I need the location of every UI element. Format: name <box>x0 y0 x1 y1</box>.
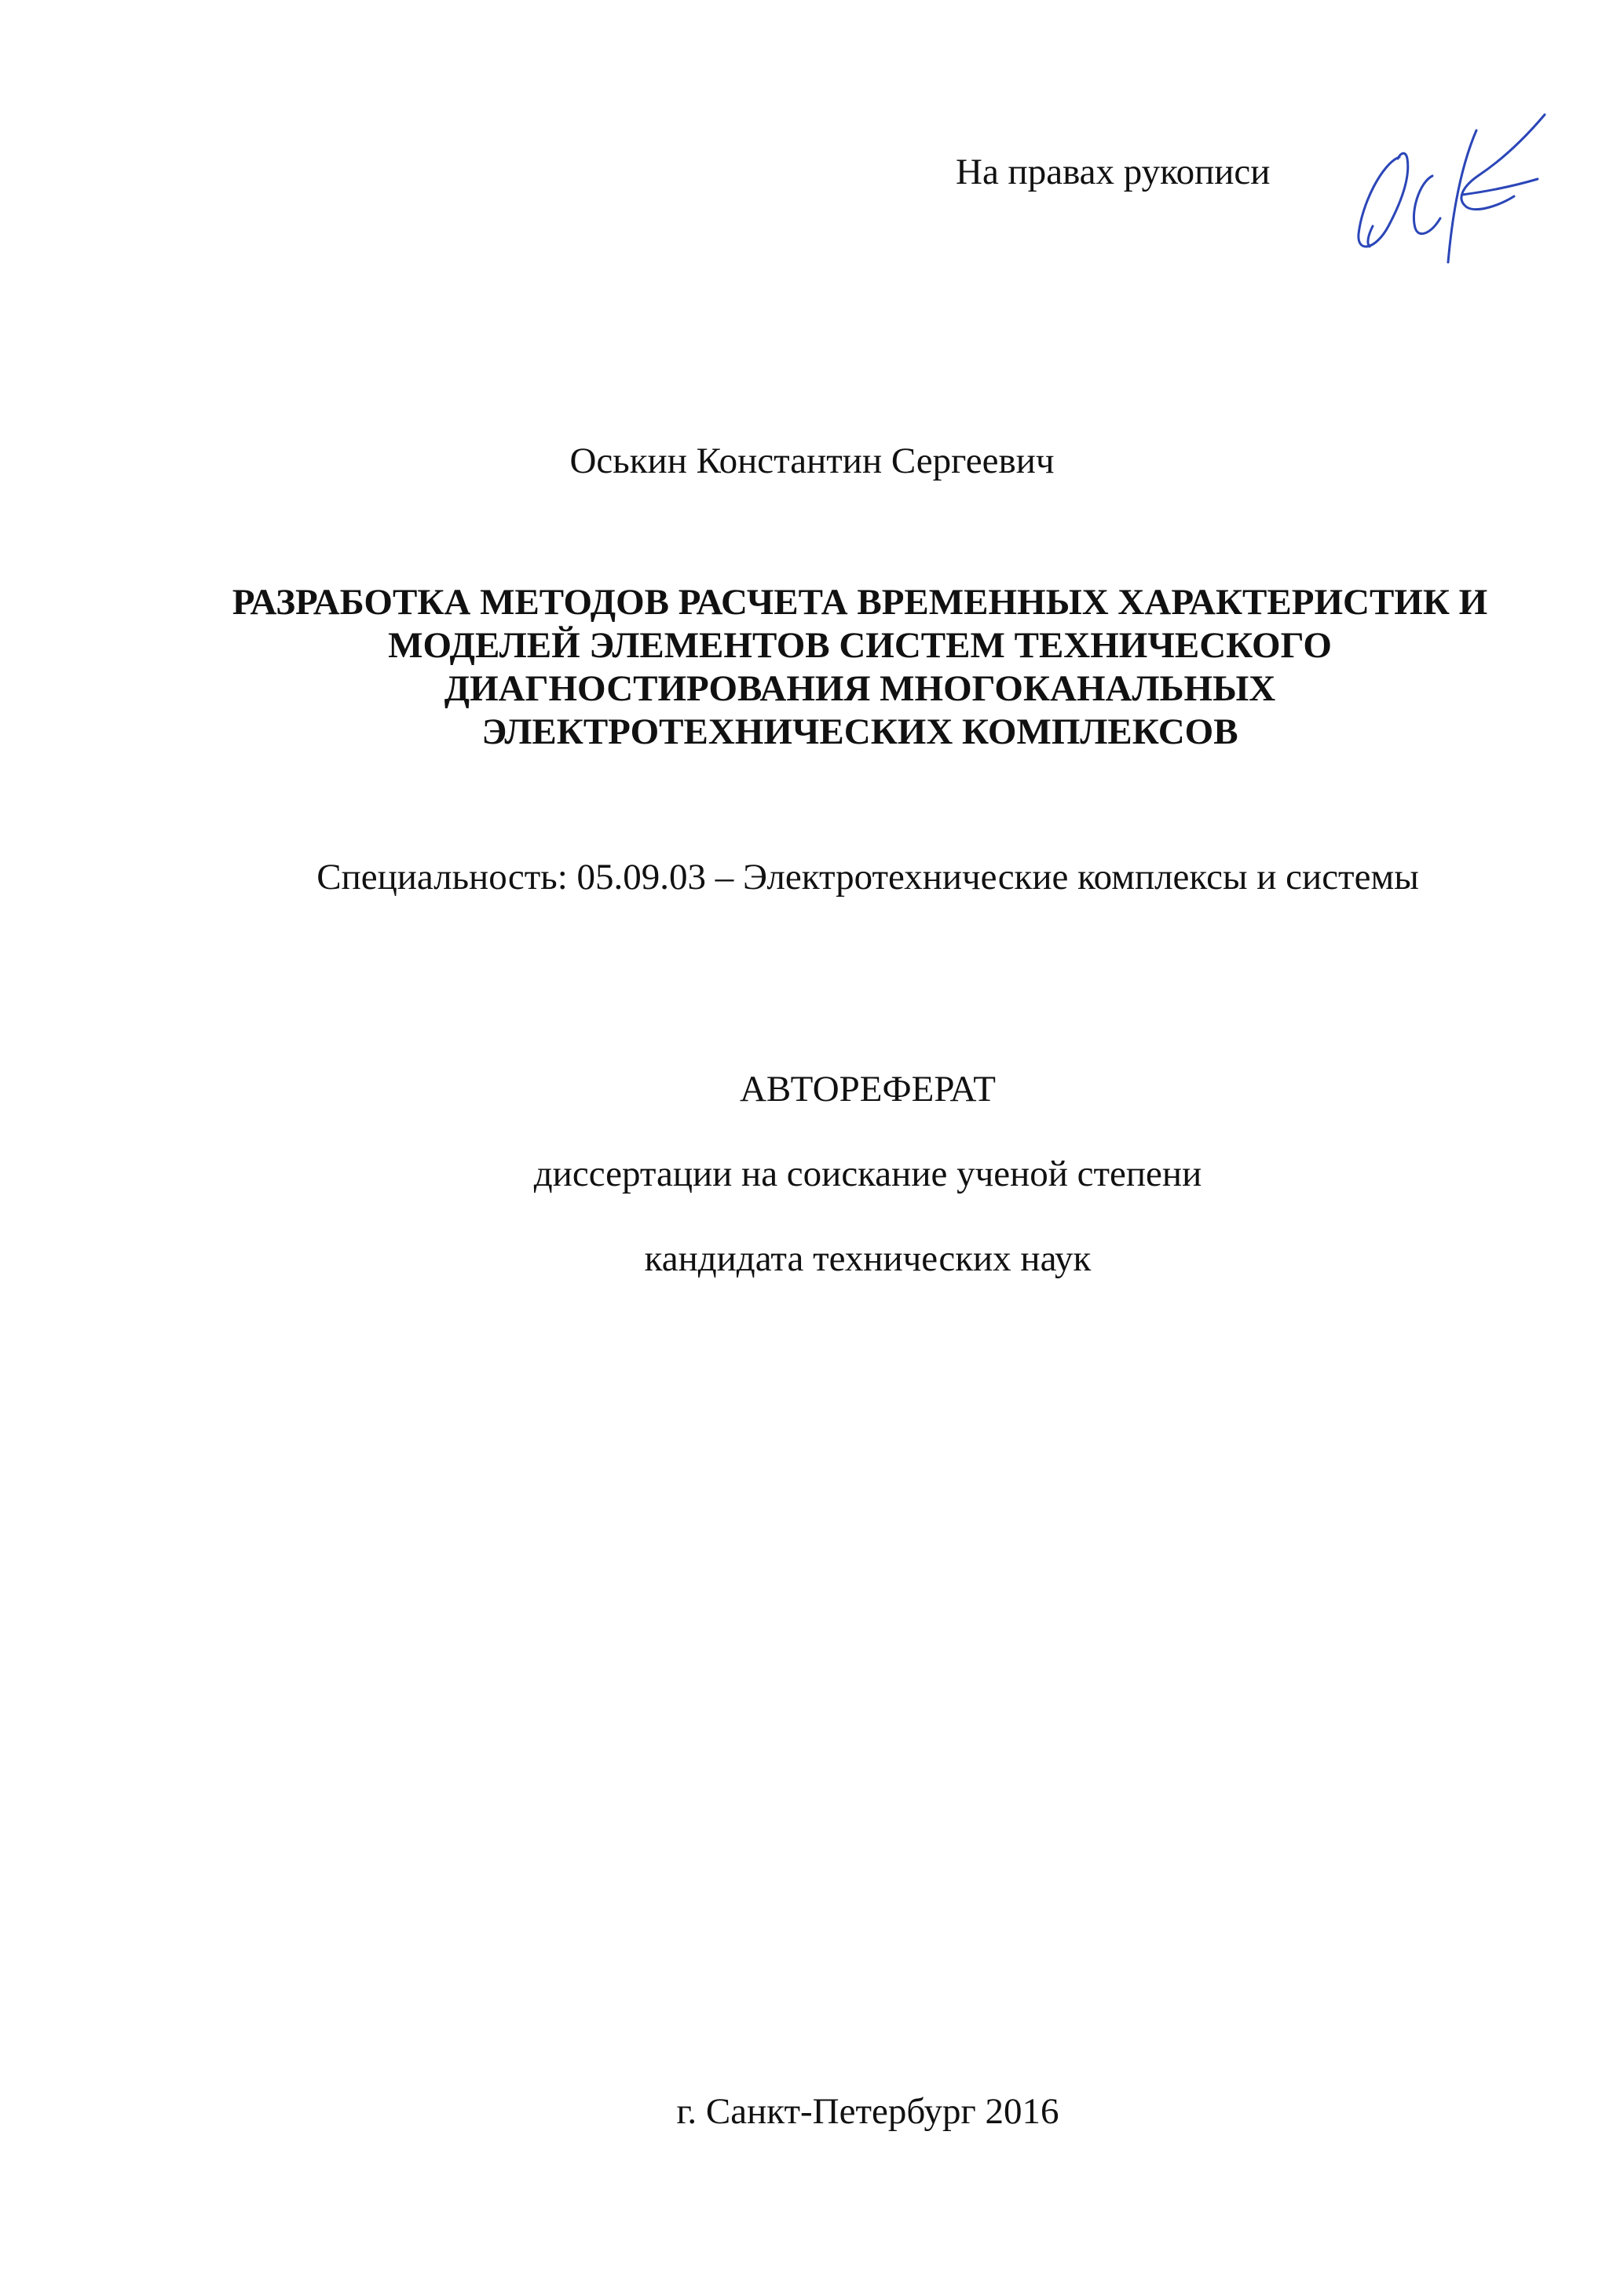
place-and-year: г. Санкт-Петербург 2016 <box>676 2091 1059 2132</box>
author-name: Оськин Константин Сергеевич <box>569 441 1055 481</box>
author-signature <box>1344 108 1556 265</box>
dissertation-title <box>188 581 1531 754</box>
title-line: РАЗРАБОТКА МЕТОДОВ РАСЧЕТА ВРЕМЕННЫХ ХАРАКТЕРИСТИК И <box>232 582 1488 623</box>
specialty: Специальность: 05.09.03 – Электротехнические комплексы и системы <box>316 857 1419 898</box>
abstract-purpose: диссертации на соискание ученой степени <box>533 1153 1202 1194</box>
title-line: ДИАГНОСТИРОВАНИЯ МНОГОКАНАЛЬНЫХ <box>444 668 1276 709</box>
title-line: МОДЕЛЕЙ ЭЛЕМЕНТОВ СИСТЕМ ТЕХНИЧЕСКОГО <box>388 625 1332 666</box>
abstract-block <box>0 1068 1624 1322</box>
manuscript-note: На правах рукописи <box>956 152 1271 192</box>
abstract-heading: АВТОРЕФЕРАТ <box>739 1069 997 1110</box>
academic-degree: кандидата технических наук <box>644 1238 1092 1279</box>
title-line: ЭЛЕКТРОТЕХНИЧЕСКИХ КОМПЛЕКСОВ <box>481 711 1238 752</box>
